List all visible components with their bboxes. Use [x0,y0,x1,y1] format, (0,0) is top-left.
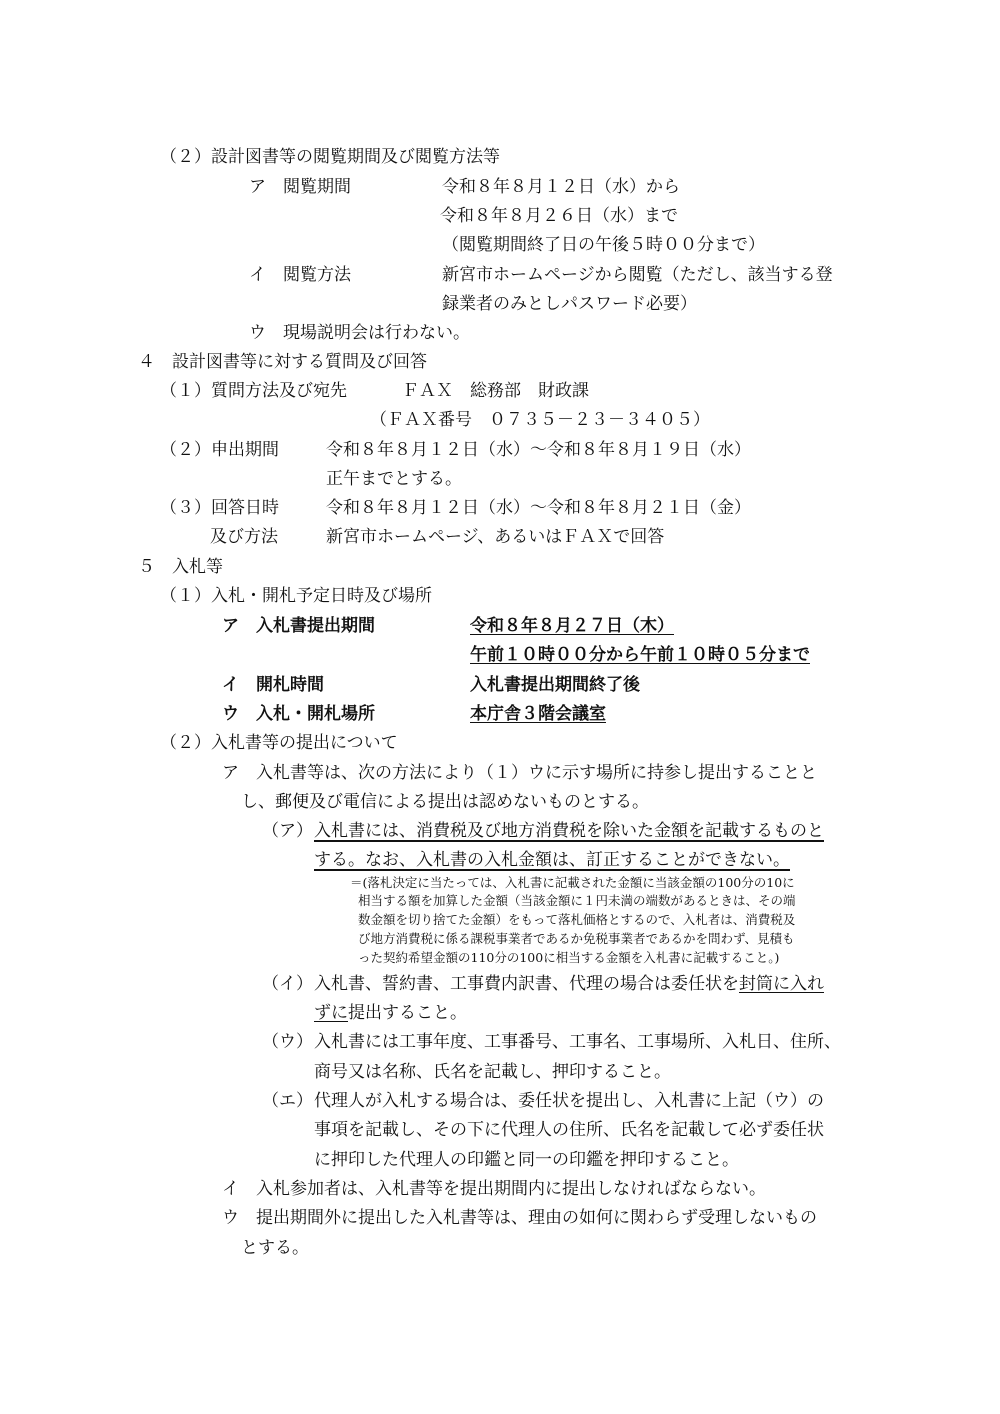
item-a-marker: （ア） [262,821,313,841]
viewing-method-line2: 録業者のみとしパスワード必要） [442,294,697,314]
bid-docs-para-u-line1: ウ 提出期間外に提出した入札書等は、理由の如何に関わらず受理しないもの [222,1208,817,1228]
item-i-text2-underlined: ずに [314,1003,348,1023]
item-i-text2-plain: 提出すること。 [348,1003,467,1023]
fax-number: （ＦＡＸ番号 ０７３５－２３－３４０５） [370,410,710,430]
request-period-value-2: 正午までとする。 [326,469,462,489]
bid-submission-label: ア 入札書提出期間 [222,616,375,636]
viewing-method-label: イ 閲覧方法 [249,265,351,285]
request-period-value: 令和８年８月１２日（水）～令和８年８月１９日（水） [326,440,751,460]
bid-documents-heading: （２）入札書等の提出について [160,733,398,753]
tax-note-line4: び地方消費税に係る課税事業者であるか免税事業者であるかを問わず、見積も [358,931,795,946]
bid-submission-time: 午前１０時００分から午前１０時０５分まで [470,645,810,665]
section-heading-viewing: （２）設計図書等の閲覧期間及び閲覧方法等 [160,147,500,167]
section-heading-bidding: ５ 入札等 [138,557,223,577]
bid-docs-para-i: イ 入札参加者は、入札書等を提出期間内に提出しなければならない。 [222,1179,766,1199]
item-e-text-line3: に押印した代理人の印鑑と同一の印鑑を押印すること。 [314,1150,739,1170]
section-heading-questions: ４ 設計図書等に対する質問及び回答 [138,352,427,372]
question-method-label: （１）質問方法及び宛先 [160,381,347,401]
bid-docs-para-u-line2: とする。 [241,1238,309,1258]
bid-location-label: ウ 入札・開札場所 [222,704,375,724]
bid-submission-date: 令和８年８月２７日（木） [470,616,674,636]
item-i-marker: （イ） [262,974,313,994]
item-a-text-line2: する。なお、入札書の入札金額は、訂正することができない。 [314,850,790,870]
bid-opening-value: 入札書提出期間終了後 [470,675,640,695]
bid-docs-para-a-line1: ア 入札書等は、次の方法により（１）ウに示す場所に持参し提出することと [222,763,817,783]
item-i-text-line2 [314,1002,467,1024]
site-briefing-note: ウ 現場説明会は行わない。 [249,323,470,343]
viewing-period-start: 令和８年８月１２日（水）から [442,177,680,197]
request-period-label: （２）申出期間 [160,440,279,460]
item-i-text-plain: 入札書、誓約書、工事費内訳書、代理の場合は委任状を [314,974,739,994]
item-i-text-line1 [314,973,824,995]
viewing-period-end: 令和８年８月２６日（水）まで [440,206,678,226]
item-e-text-line1: 代理人が入札する場合は、委任状を提出し、入札書に上記（ウ）の [314,1091,824,1111]
tax-note-line5: った契約希望金額の110分の100に相当する金額を入札書に記載すること。) [358,950,780,965]
viewing-period-label: ア 閲覧期間 [249,177,351,197]
tax-note-line1: ＝(落札決定に当たっては、入札書に記載された金額に当該金額の100分の10に [350,875,795,890]
item-i-text-underlined: 封筒に入れ [739,974,824,994]
item-u-text-line1: 入札書には工事年度、工事番号、工事名、工事場所、入札日、住所、 [314,1032,841,1052]
bid-opening-label: イ 開札時間 [222,675,324,695]
viewing-period-note: （閲覧期間終了日の午後５時００分まで） [442,235,765,255]
item-e-text-line2: 事項を記載し、その下に代理人の住所、氏名を記載して必ず委任状 [314,1120,824,1140]
answer-method-label: 及び方法 [210,527,278,547]
bid-docs-para-a-line2: し、郵便及び電信による提出は認めないものとする。 [241,792,649,812]
bid-location-value: 本庁舎３階会議室 [470,704,606,724]
viewing-method-line1: 新宮市ホームページから閲覧（ただし、該当する登 [442,265,833,285]
answer-method-value: 新宮市ホームページ、あるいはＦＡＸで回答 [326,527,665,547]
tax-note-line3: 数金額を切り捨てた金額）をもって落札価格とするので、入札者は、消費税及 [358,912,796,927]
bidding-schedule-heading: （１）入札・開札予定日時及び場所 [160,586,432,606]
item-u-marker: （ウ） [262,1032,313,1052]
question-method-value: ＦＡＸ 総務部 財政課 [402,381,589,401]
item-a-text-line1: 入札書には、消費税及び地方消費税を除いた金額を記載するものと [314,821,824,841]
item-u-text-line2: 商号又は名称、氏名を記載し、押印すること。 [314,1062,671,1082]
answer-date-value: 令和８年８月１２日（水）～令和８年８月２１日（金） [326,498,751,518]
item-e-marker: （エ） [262,1091,313,1111]
tax-note-line2: 相当する額を加算した金額（当該金額に１円未満の端数があるときは、その端 [358,893,796,908]
answer-date-label: （３）回答日時 [160,498,279,518]
